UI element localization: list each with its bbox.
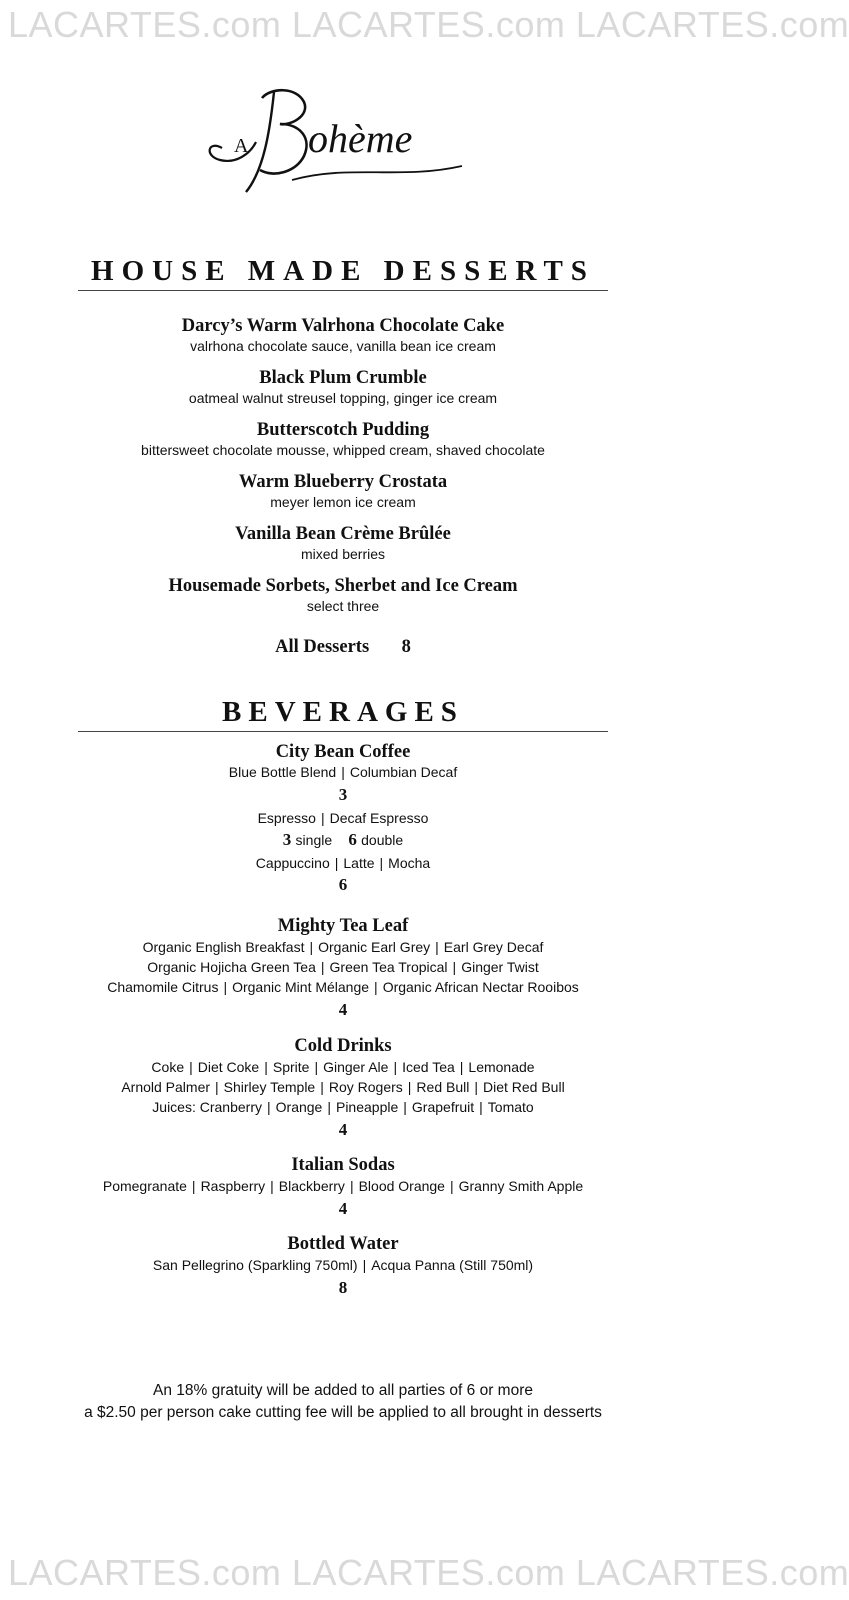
coffee-line2 [60, 809, 626, 827]
separator: | [452, 959, 457, 975]
coffee-option: Blue Bottle Blend [228, 764, 337, 780]
single-price: 3 [282, 830, 292, 849]
espresso-prices [60, 829, 626, 851]
juices-label: Juices: [152, 1099, 196, 1115]
cold-option: Red Bull [416, 1079, 470, 1095]
tea-name: Mighty Tea Leaf [277, 916, 409, 936]
cake-fee-note: a $2.50 per person cake cutting fee will be applied to all brought in desserts [84, 1404, 602, 1421]
dessert-name: Black Plum Crumble [259, 368, 427, 388]
separator: | [267, 1099, 271, 1115]
dessert-item [60, 575, 626, 615]
tea-option: Organic Earl Grey [318, 939, 431, 955]
soda-option: Blackberry [278, 1178, 345, 1194]
dessert-item [60, 315, 626, 355]
desserts-title: HOUSE MADE DESSERTS [78, 255, 608, 291]
separator: | [320, 810, 325, 826]
separator: | [474, 1079, 478, 1095]
cold-option: Arnold Palmer [121, 1079, 211, 1095]
coffee-price1: 3 [338, 785, 348, 804]
coffee-option: Latte [343, 855, 375, 871]
separator: | [320, 1079, 324, 1095]
separator: | [314, 1059, 319, 1075]
dessert-item [60, 367, 626, 407]
coffee-option: Mocha [388, 855, 431, 871]
dessert-item [60, 471, 626, 511]
dessert-name: Housemade Sorbets, Sherbet and Ice Cream [168, 576, 518, 596]
coffee-option: Decaf Espresso [329, 810, 429, 826]
bottled-water-name: Bottled Water [287, 1234, 399, 1254]
cold-option: Ginger Ale [323, 1059, 389, 1075]
separator: | [189, 1059, 193, 1075]
cold-option: Pineapple [335, 1099, 399, 1115]
double-price: 6 [348, 830, 357, 849]
separator: | [327, 1099, 331, 1115]
separator: | [320, 959, 325, 975]
separator: | [479, 1099, 483, 1115]
tea-section [60, 915, 626, 1021]
cold-row [60, 1097, 626, 1117]
cold-option: Tomato [487, 1099, 534, 1115]
tea-option: Ginger Twist [461, 959, 539, 975]
dessert-desc: meyer lemon ice cream [270, 494, 416, 510]
separator: | [334, 855, 339, 871]
dessert-name: Darcy’s Warm Valrhona Chocolate Cake [181, 316, 505, 336]
tea-option: Earl Grey Decaf [443, 939, 544, 955]
dessert-desc: valrhona chocolate sauce, vanilla bean ice cream [190, 338, 496, 354]
separator: | [309, 939, 314, 955]
tea-row [60, 977, 626, 997]
cold-option: Lemonade [468, 1059, 535, 1075]
soda-option: Pomegranate [102, 1178, 187, 1194]
gratuity-note: An 18% gratuity will be added to all parties of 6 or more [153, 1382, 533, 1399]
separator: | [264, 1059, 268, 1075]
separator: | [270, 1178, 274, 1194]
cold-row [60, 1057, 626, 1077]
cold-option: Sprite [272, 1059, 310, 1075]
water-price: 8 [338, 1278, 348, 1297]
svg-text:A: A [234, 135, 249, 157]
soda-option: Granny Smith Apple [458, 1178, 584, 1194]
all-desserts-line [60, 636, 626, 658]
all-desserts-label: All Desserts [275, 637, 370, 657]
cold-option: Shirley Temple [223, 1079, 316, 1095]
water-option: San Pellegrino (Sparkling 750ml) [152, 1257, 358, 1273]
tea-option: Green Tea Tropical [329, 959, 448, 975]
cold-row [60, 1077, 626, 1097]
dessert-desc: bittersweet chocolate mousse, whipped cream, shaved chocolate [141, 442, 545, 458]
cold-price: 4 [338, 1120, 348, 1139]
cold-option: Coke [151, 1059, 185, 1075]
coffee-line3 [60, 854, 626, 872]
double-label: double [361, 832, 404, 848]
coffee-option: Cappuccino [255, 855, 330, 871]
soda-option: Blood Orange [358, 1178, 445, 1194]
separator: | [349, 1178, 354, 1194]
cold-option: Orange [275, 1099, 323, 1115]
coffee-section [60, 741, 626, 896]
tea-price: 4 [338, 1000, 348, 1019]
water-row [60, 1255, 626, 1275]
separator: | [191, 1178, 196, 1194]
separator: | [215, 1079, 219, 1095]
tea-option: Chamomile Citrus [107, 979, 219, 995]
separator: | [374, 979, 378, 995]
tea-option: Organic English Breakfast [142, 939, 305, 955]
tea-row [60, 957, 626, 977]
single-label: single [295, 832, 333, 848]
tea-option: Organic Mint Mélange [232, 979, 370, 995]
dessert-desc: select three [306, 598, 380, 614]
water-option: Acqua Panna (Still 750ml) [371, 1257, 534, 1273]
cold-option: Iced Tea [402, 1059, 455, 1075]
separator: | [459, 1059, 464, 1075]
separator: | [403, 1099, 407, 1115]
italian-sodas-name: Italian Sodas [291, 1155, 395, 1175]
bottled-water-section [60, 1233, 626, 1299]
dessert-desc: oatmeal walnut streusel topping, ginger ice cream [188, 390, 498, 406]
cold-option: Roy Rogers [328, 1079, 403, 1095]
tea-row [60, 937, 626, 957]
separator: | [407, 1079, 412, 1095]
dessert-item [60, 523, 626, 563]
cold-option: Diet Red Bull [482, 1079, 565, 1095]
dessert-name: Vanilla Bean Crème Brûlée [235, 524, 451, 544]
dessert-desc: mixed berries [300, 546, 386, 562]
italian-price: 4 [338, 1199, 348, 1218]
coffee-line1 [60, 763, 626, 781]
dessert-item [60, 419, 626, 459]
coffee-option: Columbian Decaf [349, 764, 458, 780]
la-boheme-logo [200, 80, 490, 200]
soda-option: Raspberry [200, 1178, 266, 1194]
watermark-top: LACARTES.com LACARTES.com LACARTES.com [8, 4, 849, 45]
italian-sodas-section [60, 1154, 626, 1220]
cold-option: Grapefruit [411, 1099, 475, 1115]
italian-row [60, 1176, 626, 1196]
tea-option: Organic Hojicha Green Tea [147, 959, 316, 975]
separator: | [393, 1059, 398, 1075]
footer-notes [40, 1380, 646, 1424]
dessert-name: Butterscotch Pudding [256, 420, 430, 440]
coffee-price3: 6 [338, 875, 348, 894]
cold-option: Diet Coke [197, 1059, 260, 1075]
cold-drinks-name: Cold Drinks [294, 1036, 392, 1056]
separator: | [435, 939, 439, 955]
separator: | [449, 1178, 454, 1194]
tea-option: Organic African Nectar Rooibos [382, 979, 579, 995]
coffee-name: City Bean Coffee [275, 742, 411, 762]
svg-text:ohème: ohème [308, 116, 413, 161]
separator: | [379, 855, 384, 871]
cold-option: Cranberry [199, 1099, 262, 1115]
all-desserts-price: 8 [401, 637, 411, 657]
separator: | [362, 1257, 367, 1273]
cold-drinks-section [60, 1035, 626, 1141]
watermark-bottom: LACARTES.com LACARTES.com LACARTES.com [8, 1552, 849, 1593]
dessert-name: Warm Blueberry Crostata [238, 472, 448, 492]
coffee-option: Espresso [257, 810, 316, 826]
separator: | [223, 979, 228, 995]
beverages-title: BEVERAGES [78, 696, 608, 732]
separator: | [341, 764, 345, 780]
